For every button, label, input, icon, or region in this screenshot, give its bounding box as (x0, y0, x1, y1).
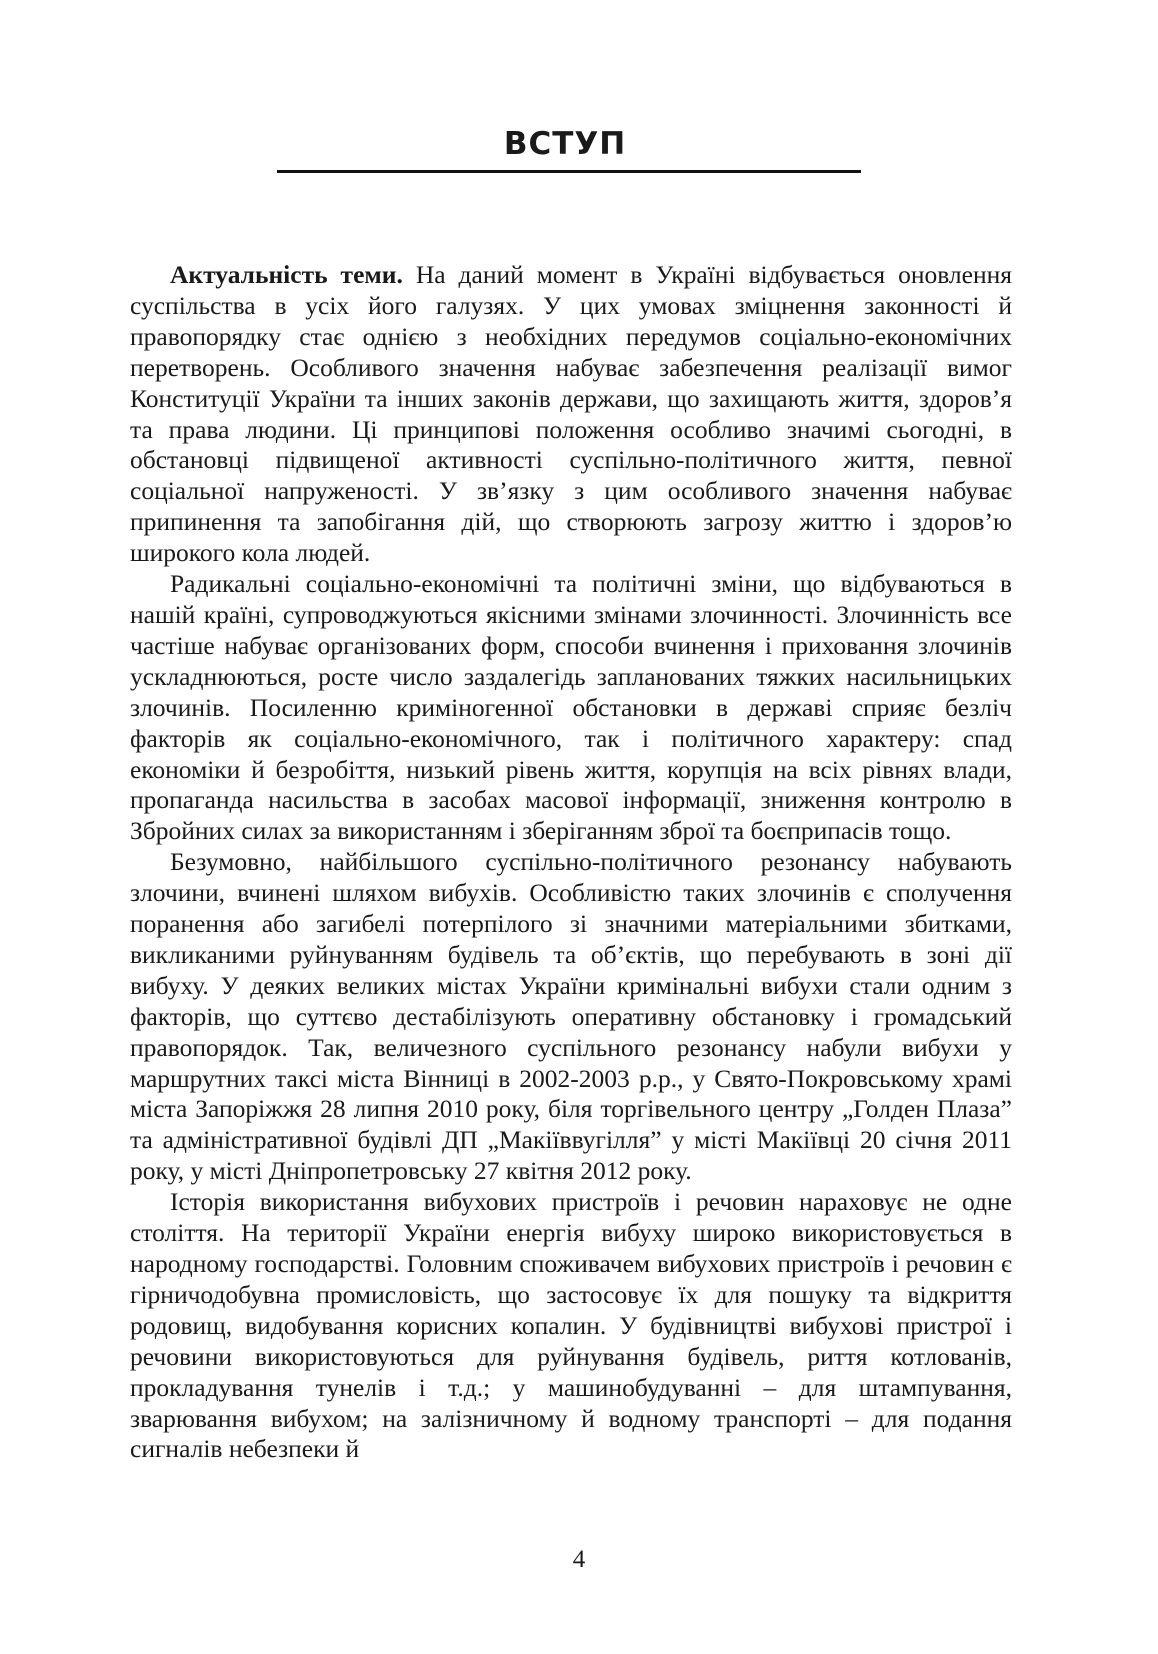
page-number: 4 (572, 1546, 586, 1573)
paragraph-3: Безумовно, найбільшого суспільно-політичного резонансу набувають злочини, вчинені шляхом вибухів. Особливістю таких злочинів є сполучення поранення або загибелі потерпілого зі значними матеріальними збитками, викликаними руйнуванням будівель та об’єктів, що перебувають в зоні дії вибуху. У деяких великих містах України кримінальні вибухи стали одним з факторів, що суттєво дестабілізують оперативну обстановку і громадський правопорядок. Так, величезного суспільного резонансу набули вибухи у маршрутних таксі міста Вінниці в 2002-2003 р.р., у Свято-Покровському храмі міста Запоріжжя 28 липня 2010 року, біля торгівельного центру „Голден Плаза” та адміністративної будівлі ДП „Макіїввугілля” у місті Макіївці 20 січня 2011 року, у місті Дніпропетровську 27 квітня 2012 року. (130, 847, 1012, 1186)
paragraph-lead: Актуальність теми. (170, 260, 403, 289)
section-heading: ВСТУП (503, 126, 627, 162)
paragraph-4: Історія використання вибухових пристроїв і речовин нараховує не одне століття. На території України енергія вибуху широко використовується в народному господарстві. Головним споживачем вибухових пристроїв і речовин є гірничодобувна промисловість, що застосовує їх для пошуку та відкриття родовищ, видобування корисних копалин. У будівництві вибухові пристрої і речовини використовуються для руйнування будівель, риття котлованів, прокладування тунелів і т.д.; у машинобудуванні – для штампування, зварювання вибухом; на залізничному й водному транспорті – для подання сигналів небезпеки й (130, 1187, 1012, 1464)
paragraph-text: На даний момент в Україні відбувається оновлення суспільства в усіх його галузях. У цих умовах зміцнення законності й правопорядку стає однією з необхідних передумов соціально-економічних перетворень. Особливого значення набуває забезпечення реалізації вимог Конституції України та інших законів держави, що захищають життя, здоров’я та права людини. Ці принципові положення особливо значимі сьогодні, в обстановці підвищеної активності суспільно-політичного життя, певної соціальної напруженості. У зв’язку з цим особливого значення набуває припинення та запобігання дій, що створюють загрозу життю і здоров’ю широкого кола людей. (130, 260, 1012, 568)
body-text (130, 260, 1012, 1465)
paragraph-2: Радикальні соціально-економічні та політичні зміни, що відбуваються в нашій країні, супроводжуються якісними змінами злочинності. Злочинність все частіше набуває організованих форм, способи вчинення і приховання злочинів ускладнюються, росте число заздалегідь запланованих тяжких насильницьких злочинів. Посиленню криміногенної обстановки в державі сприяє безліч факторів як соціально-економічного, так і політичного характеру: спад економіки й безробіття, низький рівень життя, корупція на всіх рівнях влади, пропаганда насильства в засобах масової інформації, зниження контролю в Збройних силах за використанням і зберіганням зброї та боєприпасів тощо. (130, 569, 1012, 846)
heading-underline (277, 170, 861, 173)
paragraph-1 (130, 260, 1012, 569)
